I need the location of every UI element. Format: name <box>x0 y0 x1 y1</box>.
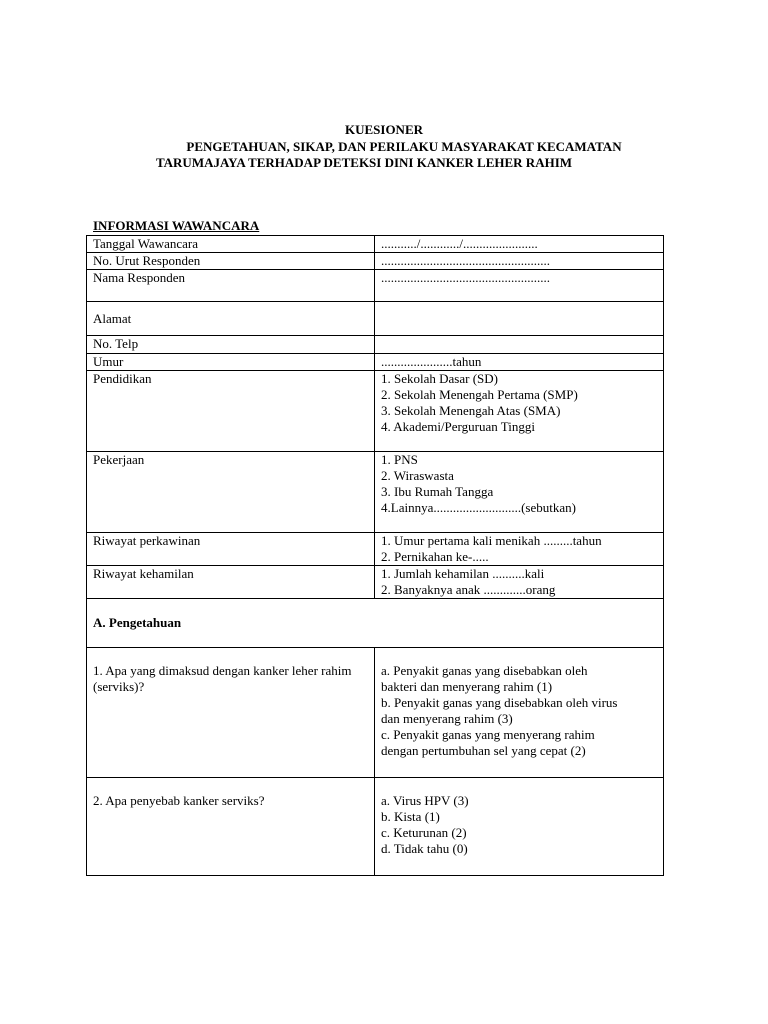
answer-line[interactable]: dan menyerang rahim (3) <box>381 711 513 726</box>
respondent-number-field[interactable]: .................................................... <box>375 253 664 270</box>
option-item[interactable]: 2. Wiraswasta <box>381 468 454 483</box>
pregnancy-history-options <box>375 566 664 599</box>
education-options <box>375 371 664 452</box>
option-item[interactable]: 4. Akademi/Perguruan Tinggi <box>381 419 535 434</box>
answer-line[interactable]: a. Penyakit ganas yang disebabkan oleh <box>381 663 588 678</box>
row-label: Tanggal Wawancara <box>87 236 375 253</box>
answer-line[interactable]: b. Kista (1) <box>381 809 440 824</box>
option-item[interactable]: 1. Jumlah kehamilan ..........kali <box>381 566 545 581</box>
phone-field[interactable] <box>375 336 664 354</box>
question-2-answers <box>375 778 664 876</box>
document-subtitle-line-1: PENGETAHUAN, SIKAP, DAN PERILAKU MASYARAKAT KECAMATAN <box>186 139 622 154</box>
answer-line[interactable]: b. Penyakit ganas yang disebabkan oleh virus <box>381 695 618 710</box>
answer-line[interactable]: c. Penyakit ganas yang menyerang rahim <box>381 727 595 742</box>
table-row <box>87 253 664 270</box>
age-field[interactable]: ......................tahun <box>375 354 664 371</box>
table-row <box>87 336 664 354</box>
answer-line[interactable]: d. Tidak tahu (0) <box>381 841 468 856</box>
option-item[interactable]: 2. Sekolah Menengah Pertama (SMP) <box>381 387 578 402</box>
answer-line[interactable]: c. Keturunan (2) <box>381 825 467 840</box>
table-row <box>87 599 664 648</box>
answer-line[interactable]: bakteri dan menyerang rahim (1) <box>381 679 553 694</box>
respondent-name-field[interactable]: .................................................... <box>375 270 664 302</box>
section-heading-pengetahuan: A. Pengetahuan <box>87 599 664 648</box>
row-label: Alamat <box>87 302 375 336</box>
table-row <box>87 371 664 452</box>
table-row <box>87 778 664 876</box>
document-subtitle-line-2: TARUMAJAYA TERHADAP DETEKSI DINI KANKER LEHER RAHIM <box>155 155 573 170</box>
table-row <box>87 566 664 599</box>
address-field[interactable] <box>375 302 664 336</box>
row-label: Umur <box>87 354 375 371</box>
row-label: Nama Responden <box>87 270 375 302</box>
questionnaire-table <box>86 235 664 876</box>
date-field[interactable]: .........../............/....................... <box>375 236 664 253</box>
option-item[interactable]: 1. Sekolah Dasar (SD) <box>381 371 498 386</box>
answer-line[interactable]: a. Virus HPV (3) <box>381 793 469 808</box>
question-1-answers <box>375 648 664 778</box>
row-label: Riwayat perkawinan <box>87 533 375 566</box>
answer-line[interactable]: dengan pertumbuhan sel yang cepat (2) <box>381 743 586 758</box>
option-item[interactable]: 2. Banyaknya anak .............orang <box>381 582 556 597</box>
row-label: Pendidikan <box>87 371 375 452</box>
row-label: No. Telp <box>87 336 375 354</box>
table-row <box>87 533 664 566</box>
table-row <box>87 452 664 533</box>
option-item[interactable]: 1. Umur pertama kali menikah .........tahun <box>381 533 602 548</box>
row-label: Pekerjaan <box>87 452 375 533</box>
table-row <box>87 648 664 778</box>
option-item[interactable]: 2. Pernikahan ke-..... <box>381 549 489 564</box>
occupation-options <box>375 452 664 533</box>
option-item[interactable]: 1. PNS <box>381 452 418 467</box>
option-item[interactable]: 4.Lainnya...........................(sebutkan) <box>381 500 576 515</box>
row-label: No. Urut Responden <box>87 253 375 270</box>
table-row <box>87 236 664 253</box>
question-2: 2. Apa penyebab kanker serviks? <box>87 778 375 876</box>
marriage-history-options <box>375 533 664 566</box>
row-label: Riwayat kehamilan <box>87 566 375 599</box>
option-item[interactable]: 3. Sekolah Menengah Atas (SMA) <box>381 403 561 418</box>
section-title: INFORMASI WAWANCARA <box>93 218 260 233</box>
table-row <box>87 270 664 302</box>
table-row <box>87 302 664 336</box>
document-title: KUESIONER <box>344 122 424 137</box>
option-item[interactable]: 3. Ibu Rumah Tangga <box>381 484 494 499</box>
question-1: 1. Apa yang dimaksud dengan kanker leher rahim (serviks)? <box>87 648 375 778</box>
table-row <box>87 354 664 371</box>
